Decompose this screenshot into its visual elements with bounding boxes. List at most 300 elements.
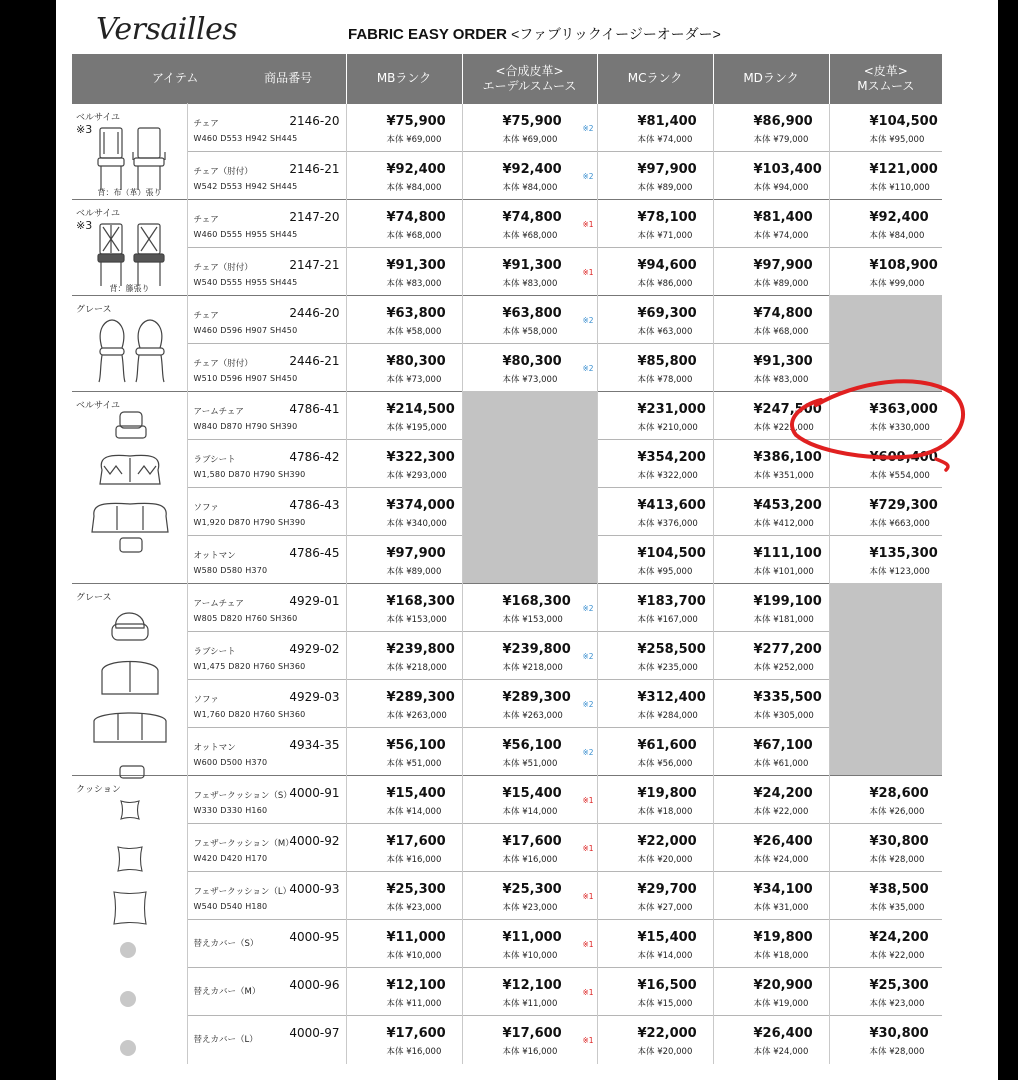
price: ¥75,900 <box>386 114 446 129</box>
price: ¥199,100 <box>753 594 822 609</box>
base-price: 本体 ¥218,000 <box>386 663 447 673</box>
base-price: 本体 ¥110,000 <box>869 183 930 193</box>
price: ¥17,600 <box>502 834 562 849</box>
table-row <box>72 968 942 1016</box>
item-dimensions: W542 D553 H942 SH445 <box>193 182 298 191</box>
item-code: 4000-96 <box>289 978 340 992</box>
group-cell <box>72 200 187 296</box>
price: ¥17,600 <box>386 834 446 849</box>
header-mb: MBランク <box>346 54 462 104</box>
item-code: 4786-41 <box>289 402 340 416</box>
mb-cell <box>346 104 462 152</box>
price: ¥22,000 <box>637 1026 697 1041</box>
md-cell <box>713 152 829 200</box>
item-name: チェア <box>193 119 219 129</box>
item-dimensions: W540 D540 H180 <box>193 902 268 911</box>
base-price: 本体 ¥153,000 <box>502 615 563 625</box>
md-cell <box>713 200 829 248</box>
base-price: 本体 ¥56,000 <box>637 759 693 769</box>
table-row <box>72 152 942 200</box>
base-price: 本体 ¥51,000 <box>502 759 558 769</box>
base-price: 本体 ¥89,000 <box>386 567 442 577</box>
item-cell <box>187 680 346 728</box>
leather-empty-cell <box>829 728 942 776</box>
footnote-mark: ※1 <box>582 988 594 997</box>
price: ¥25,300 <box>386 882 446 897</box>
table-row <box>72 680 942 728</box>
md-cell <box>713 680 829 728</box>
price: ¥80,300 <box>386 354 446 369</box>
synthetic-cell <box>462 248 597 296</box>
table-row <box>72 104 942 152</box>
price: ¥258,500 <box>637 642 706 657</box>
table-row <box>72 920 942 968</box>
base-price: 本体 ¥101,000 <box>753 567 814 577</box>
table-row <box>72 440 942 488</box>
mb-cell <box>346 872 462 920</box>
footnote-mark: ※2 <box>582 316 594 325</box>
item-cell <box>187 968 346 1016</box>
mb-cell <box>346 488 462 536</box>
base-price: 本体 ¥84,000 <box>386 183 442 193</box>
price: ¥24,200 <box>869 930 929 945</box>
price: ¥104,500 <box>869 114 938 129</box>
group-name: グレース <box>76 593 112 603</box>
base-price: 本体 ¥11,000 <box>386 999 442 1009</box>
group-name: ベルサイユ <box>76 401 121 411</box>
price: ¥335,500 <box>753 690 822 705</box>
table-row <box>72 584 942 632</box>
item-code: 4786-43 <box>289 498 340 512</box>
base-price: 本体 ¥83,000 <box>386 279 442 289</box>
item-name: アームチェア <box>193 407 244 417</box>
header-leather-line2: Mスムース <box>857 78 915 93</box>
synthetic-cell <box>462 296 597 344</box>
base-price: 本体 ¥14,000 <box>502 807 558 817</box>
base-price: 本体 ¥218,000 <box>502 663 563 673</box>
synthetic-cell <box>462 968 597 1016</box>
price-table-body <box>72 104 942 1064</box>
price: ¥91,300 <box>502 258 562 273</box>
base-price: 本体 ¥23,000 <box>502 903 558 913</box>
base-price: 本体 ¥210,000 <box>637 423 698 433</box>
cushion-l-icon <box>112 890 148 930</box>
item-name: フェザークッション（M） <box>193 839 294 849</box>
price: ¥247,500 <box>753 402 822 417</box>
price: ¥289,300 <box>386 690 455 705</box>
md-cell <box>713 632 829 680</box>
header-leather <box>829 54 942 104</box>
header-item-code <box>72 54 346 104</box>
md-cell <box>713 440 829 488</box>
synthetic-empty-cell <box>462 536 597 584</box>
item-code: 2147-21 <box>289 258 340 272</box>
leather-cell <box>829 248 942 296</box>
item-cell <box>187 440 346 488</box>
table-row <box>72 248 942 296</box>
item-dimensions: W460 D596 H907 SH450 <box>193 326 298 335</box>
mb-cell <box>346 152 462 200</box>
footnote-mark: ※2 <box>582 652 594 661</box>
item-cell <box>187 536 346 584</box>
md-cell <box>713 344 829 392</box>
md-cell <box>713 728 829 776</box>
price: ¥17,600 <box>386 1026 446 1041</box>
mc-cell <box>597 1016 713 1064</box>
group-note: ※3 <box>76 219 93 232</box>
base-price: 本体 ¥74,000 <box>637 135 693 145</box>
price: ¥354,200 <box>637 450 706 465</box>
base-price: 本体 ¥61,000 <box>753 759 809 769</box>
price: ¥135,300 <box>869 546 938 561</box>
leather-cell <box>829 392 942 440</box>
base-price: 本体 ¥330,000 <box>869 423 930 433</box>
md-cell <box>713 584 829 632</box>
table-row <box>72 200 942 248</box>
price: ¥363,000 <box>869 402 938 417</box>
footnote-mark: ※2 <box>582 124 594 133</box>
mb-cell <box>346 536 462 584</box>
item-name: オットマン <box>193 551 236 561</box>
base-price: 本体 ¥167,000 <box>637 615 698 625</box>
item-code: 4000-95 <box>289 930 340 944</box>
leather-cell <box>829 488 942 536</box>
synthetic-cell <box>462 200 597 248</box>
base-price: 本体 ¥28,000 <box>869 855 925 865</box>
item-code: 4929-02 <box>289 642 340 656</box>
md-cell <box>713 104 829 152</box>
price: ¥80,300 <box>502 354 562 369</box>
item-dimensions: W420 D420 H170 <box>193 854 268 863</box>
item-name: アームチェア <box>193 599 244 609</box>
price: ¥81,400 <box>637 114 697 129</box>
synthetic-cell <box>462 824 597 872</box>
leather-cell <box>829 104 942 152</box>
item-code: 2446-21 <box>289 354 340 368</box>
item-code: 4786-42 <box>289 450 340 464</box>
item-cell <box>187 776 346 824</box>
price: ¥30,800 <box>869 834 929 849</box>
md-cell <box>713 872 829 920</box>
base-price: 本体 ¥340,000 <box>386 519 447 529</box>
price-sheet <box>56 0 998 1080</box>
price: ¥103,400 <box>753 162 822 177</box>
synthetic-cell <box>462 584 597 632</box>
item-cell <box>187 104 346 152</box>
header-mc: MCランク <box>597 54 713 104</box>
group-cell <box>72 776 187 1064</box>
item-code: 4000-91 <box>289 786 340 800</box>
mc-cell <box>597 152 713 200</box>
table-row <box>72 632 942 680</box>
md-cell <box>713 488 829 536</box>
item-dimensions: W580 D580 H370 <box>193 566 268 575</box>
price: ¥97,900 <box>753 258 813 273</box>
price: ¥26,400 <box>753 834 813 849</box>
price: ¥85,800 <box>637 354 697 369</box>
base-price: 本体 ¥69,000 <box>502 135 558 145</box>
base-price: 本体 ¥11,000 <box>502 999 558 1009</box>
price: ¥214,500 <box>386 402 455 417</box>
leather-cell <box>829 152 942 200</box>
synthetic-cell <box>462 776 597 824</box>
price: ¥183,700 <box>637 594 706 609</box>
base-price: 本体 ¥63,000 <box>637 327 693 337</box>
base-price: 本体 ¥35,000 <box>869 903 925 913</box>
cover-dot-icon <box>119 941 137 963</box>
item-code: 2147-20 <box>289 210 340 224</box>
price: ¥61,600 <box>637 738 697 753</box>
price: ¥92,400 <box>502 162 562 177</box>
base-price: 本体 ¥305,000 <box>753 711 814 721</box>
md-cell <box>713 824 829 872</box>
synthetic-cell <box>462 104 597 152</box>
base-price: 本体 ¥23,000 <box>386 903 442 913</box>
price: ¥74,800 <box>753 306 813 321</box>
base-price: 本体 ¥68,000 <box>753 327 809 337</box>
page-title <box>348 24 721 44</box>
base-price: 本体 ¥71,000 <box>637 231 693 241</box>
price: ¥15,400 <box>502 786 562 801</box>
mc-cell <box>597 536 713 584</box>
item-name: フェザークッション（L） <box>193 887 292 897</box>
table-row <box>72 536 942 584</box>
price: ¥81,400 <box>753 210 813 225</box>
base-price: 本体 ¥16,000 <box>502 855 558 865</box>
leather-empty-cell <box>829 680 942 728</box>
price: ¥25,300 <box>502 882 562 897</box>
base-price: 本体 ¥22,000 <box>753 807 809 817</box>
price: ¥94,600 <box>637 258 697 273</box>
md-cell <box>713 1016 829 1064</box>
price: ¥11,000 <box>502 930 562 945</box>
header-leather-line1: <皮革> <box>863 63 908 78</box>
item-cell <box>187 488 346 536</box>
base-price: 本体 ¥181,000 <box>753 615 814 625</box>
price: ¥92,400 <box>869 210 929 225</box>
base-price: 本体 ¥83,000 <box>753 375 809 385</box>
item-cell <box>187 392 346 440</box>
item-dimensions: W1,920 D870 H790 SH390 <box>193 518 306 527</box>
md-cell <box>713 920 829 968</box>
base-price: 本体 ¥95,000 <box>869 135 925 145</box>
mc-cell <box>597 392 713 440</box>
base-price: 本体 ¥94,000 <box>753 183 809 193</box>
header-row <box>72 54 942 104</box>
price: ¥453,200 <box>753 498 822 513</box>
base-price: 本体 ¥123,000 <box>869 567 930 577</box>
group-name: グレース <box>76 305 112 315</box>
synthetic-cell <box>462 632 597 680</box>
item-cell <box>187 728 346 776</box>
price: ¥25,300 <box>869 978 929 993</box>
base-price: 本体 ¥26,000 <box>869 807 925 817</box>
price: ¥38,500 <box>869 882 929 897</box>
mc-cell <box>597 296 713 344</box>
price: ¥289,300 <box>502 690 571 705</box>
price: ¥29,700 <box>637 882 697 897</box>
footnote-mark: ※2 <box>582 748 594 757</box>
price: ¥63,800 <box>386 306 446 321</box>
group-name: ベルサイユ <box>76 209 121 219</box>
base-price: 本体 ¥24,000 <box>753 1047 809 1057</box>
footnote-mark: ※1 <box>582 268 594 277</box>
base-price: 本体 ¥376,000 <box>637 519 698 529</box>
base-price: 本体 ¥84,000 <box>502 183 558 193</box>
price: ¥16,500 <box>637 978 697 993</box>
base-price: 本体 ¥22,000 <box>869 951 925 961</box>
item-dimensions: W1,760 D820 H760 SH360 <box>193 710 306 719</box>
item-name: ソファ <box>193 503 219 513</box>
mb-cell <box>346 200 462 248</box>
base-price: 本体 ¥16,000 <box>502 1047 558 1057</box>
base-price: 本体 ¥89,000 <box>753 279 809 289</box>
item-cell <box>187 344 346 392</box>
footnote-mark: ※2 <box>582 364 594 373</box>
mb-cell <box>346 1016 462 1064</box>
price: ¥34,100 <box>753 882 813 897</box>
leather-cell <box>829 440 942 488</box>
item-dimensions: W540 D555 H955 SH445 <box>193 278 298 287</box>
item-code: 4000-93 <box>289 882 340 896</box>
base-price: 本体 ¥73,000 <box>386 375 442 385</box>
base-price: 本体 ¥351,000 <box>753 471 814 481</box>
group-note: ※3 <box>76 123 93 136</box>
base-price: 本体 ¥28,000 <box>869 1047 925 1057</box>
price: ¥20,900 <box>753 978 813 993</box>
base-price: 本体 ¥14,000 <box>637 951 693 961</box>
item-cell <box>187 824 346 872</box>
price: ¥111,100 <box>753 546 822 561</box>
price: ¥86,900 <box>753 114 813 129</box>
synthetic-empty-cell <box>462 440 597 488</box>
mb-cell <box>346 248 462 296</box>
item-dimensions: W510 D596 H907 SH450 <box>193 374 298 383</box>
item-name: ソファ <box>193 695 219 705</box>
chair-tall-icon <box>92 126 172 196</box>
item-name: 替えカバー（S） <box>193 939 259 949</box>
item-name: チェア <box>193 215 219 225</box>
base-price: 本体 ¥235,000 <box>637 663 698 673</box>
base-price: 本体 ¥263,000 <box>502 711 563 721</box>
header-synthetic-line2: エーデルスムース <box>482 78 577 93</box>
chair-cane-icon <box>92 222 172 292</box>
price: ¥15,400 <box>386 786 446 801</box>
base-price: 本体 ¥284,000 <box>637 711 698 721</box>
base-price: 本体 ¥225,000 <box>753 423 814 433</box>
item-name: チェア（肘付） <box>193 263 253 273</box>
price: ¥231,000 <box>637 402 706 417</box>
group-subnote: 背：布（革）張り <box>97 188 162 197</box>
header-synthetic <box>462 54 597 104</box>
base-price: 本体 ¥69,000 <box>386 135 442 145</box>
header-item: アイテム <box>152 71 199 85</box>
item-code: 2446-20 <box>289 306 340 320</box>
header-synthetic-line1: <合成皮革> <box>495 63 564 78</box>
item-name: ラブシート <box>193 455 236 465</box>
price: ¥15,400 <box>637 930 697 945</box>
synthetic-cell <box>462 680 597 728</box>
footnote-mark: ※1 <box>582 220 594 229</box>
mc-cell <box>597 104 713 152</box>
cover-dot-icon <box>119 1039 137 1061</box>
mb-cell <box>346 968 462 1016</box>
item-cell <box>187 1016 346 1064</box>
price: ¥108,900 <box>869 258 938 273</box>
item-code: 4786-45 <box>289 546 340 560</box>
item-code: 4934-35 <box>289 738 340 752</box>
mc-cell <box>597 872 713 920</box>
item-dimensions: W460 D553 H942 SH445 <box>193 134 298 143</box>
base-price: 本体 ¥16,000 <box>386 1047 442 1057</box>
chair-curved-icon <box>92 318 172 388</box>
title-main: FABRIC EASY ORDER <box>348 26 507 43</box>
price: ¥12,100 <box>502 978 562 993</box>
md-cell <box>713 968 829 1016</box>
base-price: 本体 ¥83,000 <box>502 279 558 289</box>
footnote-mark: ※2 <box>582 700 594 709</box>
footnote-mark: ※1 <box>582 1036 594 1045</box>
header-code: 商品番号 <box>264 71 313 85</box>
price: ¥92,400 <box>386 162 446 177</box>
base-price: 本体 ¥78,000 <box>637 375 693 385</box>
table-row <box>72 344 942 392</box>
price: ¥19,800 <box>753 930 813 945</box>
price: ¥277,200 <box>753 642 822 657</box>
base-price: 本体 ¥20,000 <box>637 855 693 865</box>
mc-cell <box>597 920 713 968</box>
md-cell <box>713 536 829 584</box>
footnote-mark: ※1 <box>582 892 594 901</box>
price: ¥609,400 <box>869 450 938 465</box>
item-cell <box>187 920 346 968</box>
price: ¥69,300 <box>637 306 697 321</box>
base-price: 本体 ¥663,000 <box>869 519 930 529</box>
footnote-mark: ※1 <box>582 940 594 949</box>
item-cell <box>187 152 346 200</box>
synthetic-cell <box>462 344 597 392</box>
base-price: 本体 ¥293,000 <box>386 471 447 481</box>
price: ¥374,000 <box>386 498 455 513</box>
leather-empty-cell <box>829 344 942 392</box>
leather-cell <box>829 920 942 968</box>
base-price: 本体 ¥412,000 <box>753 519 814 529</box>
mc-cell <box>597 680 713 728</box>
mb-cell <box>346 680 462 728</box>
price: ¥91,300 <box>386 258 446 273</box>
base-price: 本体 ¥195,000 <box>386 423 447 433</box>
synthetic-cell <box>462 152 597 200</box>
price: ¥322,300 <box>386 450 455 465</box>
item-name: 替えカバー（M） <box>193 987 261 997</box>
base-price: 本体 ¥20,000 <box>637 1047 693 1057</box>
base-price: 本体 ¥263,000 <box>386 711 447 721</box>
item-code: 4929-01 <box>289 594 340 608</box>
synthetic-cell <box>462 872 597 920</box>
synthetic-empty-cell <box>462 488 597 536</box>
leather-cell <box>829 1016 942 1064</box>
price-table <box>72 54 942 1064</box>
price: ¥11,000 <box>386 930 446 945</box>
item-name: チェア（肘付） <box>193 167 253 177</box>
base-price: 本体 ¥18,000 <box>637 807 693 817</box>
table-row <box>72 776 942 824</box>
md-cell <box>713 248 829 296</box>
md-cell <box>713 296 829 344</box>
mb-cell <box>346 776 462 824</box>
price: ¥26,400 <box>753 1026 813 1041</box>
base-price: 本体 ¥68,000 <box>502 231 558 241</box>
